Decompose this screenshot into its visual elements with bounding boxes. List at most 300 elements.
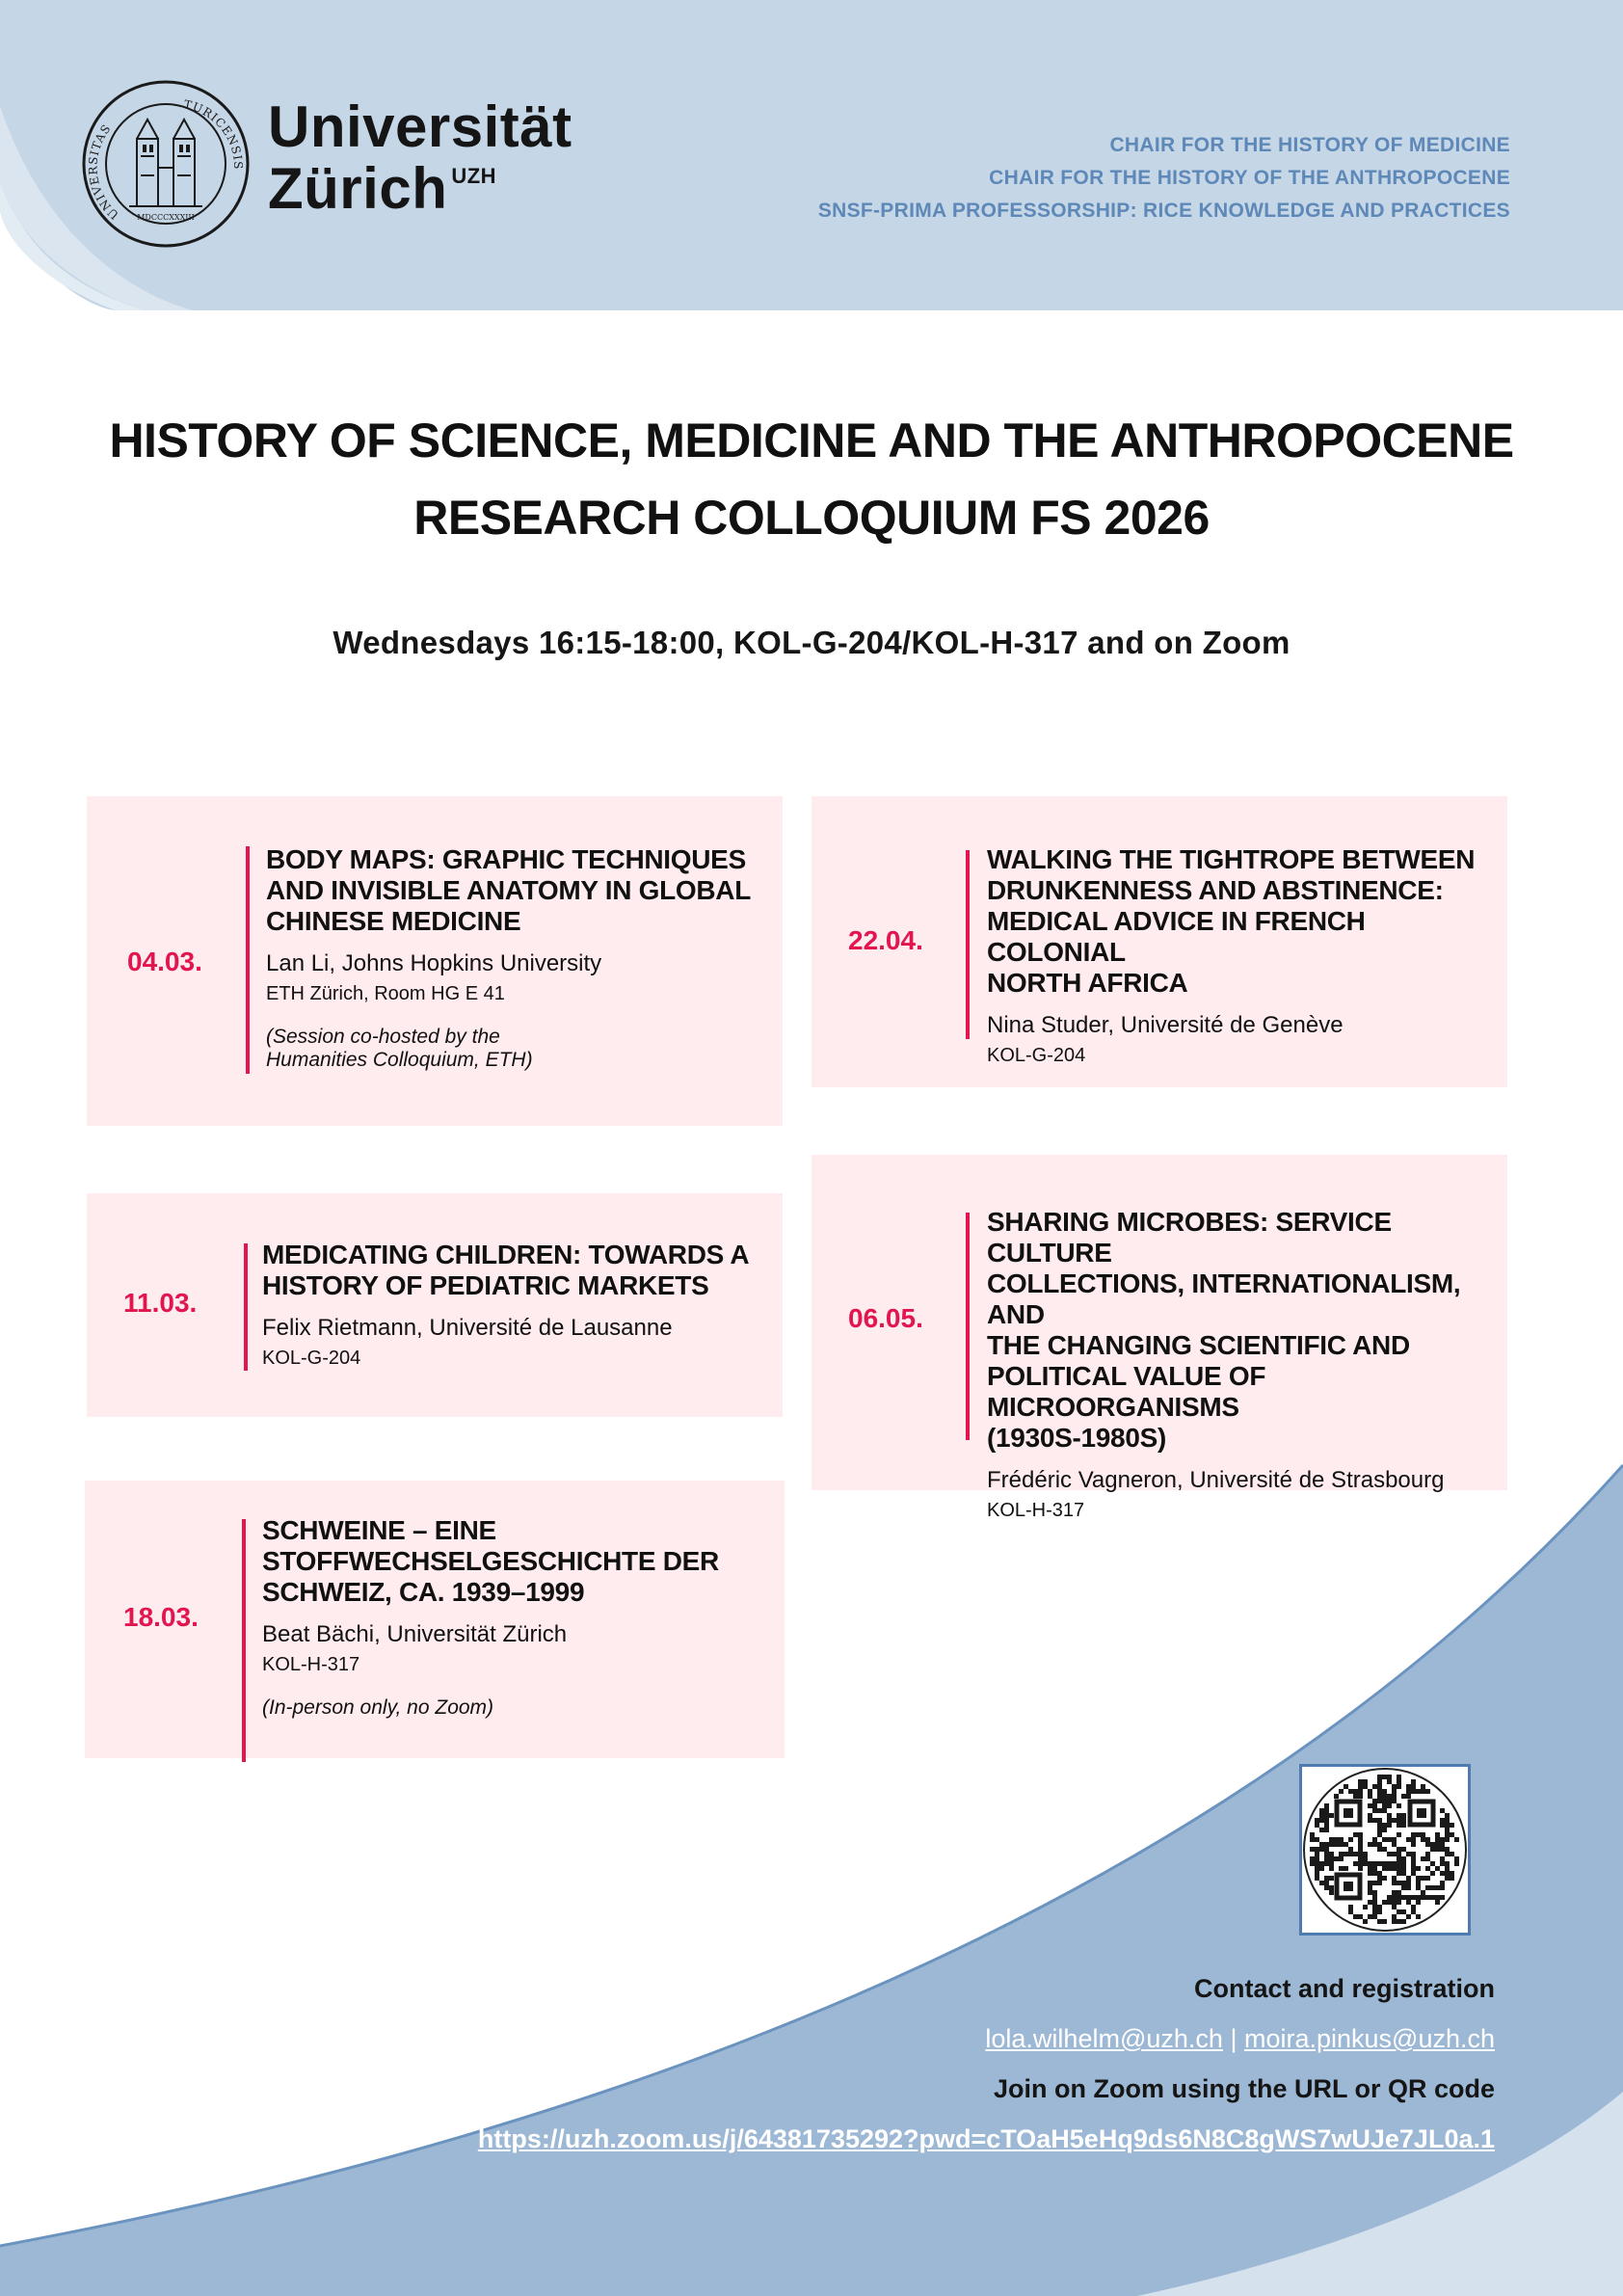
qr-module — [1416, 1900, 1421, 1905]
qr-module — [1329, 1885, 1334, 1890]
qr-module — [1445, 1823, 1450, 1828]
qr-module — [1324, 1823, 1329, 1828]
qr-module — [1411, 1852, 1416, 1856]
qr-module — [1387, 1895, 1392, 1900]
qr-module — [1377, 1775, 1382, 1779]
qr-module — [1397, 1803, 1401, 1808]
qr-module — [1401, 1895, 1406, 1900]
qr-module — [1392, 1784, 1397, 1789]
session-title: BODY MAPS: GRAPHIC TECHNIQUES AND INVISIBLE ANATOMY IN GLOBAL CHINESE MEDICINE — [266, 844, 752, 936]
qr-module — [1377, 1789, 1382, 1794]
qr-module — [1406, 1900, 1411, 1905]
qr-module — [1406, 1852, 1411, 1856]
qr-module — [1387, 1837, 1392, 1842]
qr-module — [1445, 1876, 1450, 1881]
page-title: HISTORY OF SCIENCE, MEDICINE AND THE ANTHROPOCENE — [109, 414, 1514, 467]
qr-module — [1324, 1847, 1329, 1852]
qr-module — [1372, 1842, 1377, 1847]
qr-module — [1377, 1919, 1382, 1924]
qr-module — [1406, 1885, 1411, 1890]
qr-module — [1382, 1919, 1387, 1924]
qr-module — [1416, 1876, 1421, 1881]
qr-module — [1348, 1789, 1353, 1794]
qr-module — [1401, 1866, 1406, 1871]
session-accent-bar — [966, 1213, 970, 1440]
qr-module — [1319, 1808, 1324, 1813]
email-link-moira[interactable]: moira.pinkus@uzh.ch — [1243, 2024, 1495, 2053]
qr-module — [1454, 1861, 1459, 1866]
qr-module — [1382, 1900, 1387, 1905]
qr-module — [1435, 1847, 1440, 1852]
qr-module — [1319, 1866, 1324, 1871]
email-link-lola[interactable]: lola.wilhelm@uzh.ch — [985, 2024, 1223, 2053]
qr-module — [1324, 1808, 1329, 1813]
qr-module — [1358, 1789, 1363, 1794]
session-card — [87, 1193, 783, 1417]
qr-module — [1440, 1895, 1445, 1900]
qr-module — [1440, 1847, 1445, 1852]
qr-module — [1382, 1861, 1387, 1866]
seal-ring-bottom: MDCCCXXXIII — [137, 213, 195, 222]
qr-module — [1397, 1813, 1401, 1818]
qr-module — [1430, 1885, 1435, 1890]
qr-module — [1319, 1881, 1324, 1885]
qr-module — [1344, 1842, 1348, 1847]
qr-module — [1387, 1866, 1392, 1871]
qr-module — [1315, 1876, 1319, 1881]
qr-module — [1401, 1813, 1406, 1818]
qr-module — [1411, 1789, 1416, 1794]
qr-module — [1372, 1784, 1377, 1789]
qr-module — [1454, 1837, 1459, 1842]
qr-module — [1339, 1842, 1344, 1847]
qr-module — [1421, 1876, 1425, 1881]
qr-module — [1397, 1779, 1401, 1784]
qr-module — [1406, 1784, 1411, 1789]
qr-module — [1440, 1881, 1445, 1885]
session-date: 22.04. — [848, 925, 923, 955]
qr-module — [1368, 1818, 1372, 1823]
qr-module — [1421, 1789, 1425, 1794]
qr-module — [1324, 1842, 1329, 1847]
qr-module — [1377, 1832, 1382, 1837]
qr-module — [1329, 1856, 1334, 1861]
qr-module — [1363, 1779, 1368, 1784]
qr-module — [1382, 1866, 1387, 1871]
university-name — [268, 96, 572, 232]
qr-module — [1377, 1828, 1382, 1832]
qr-module — [1440, 1837, 1445, 1842]
seal-ring-left: UNIVERSITAS — [86, 121, 121, 223]
qr-module — [1358, 1832, 1363, 1837]
qr-module — [1315, 1847, 1319, 1852]
qr-module — [1310, 1856, 1315, 1861]
qr-module — [1445, 1813, 1450, 1818]
qr-module — [1334, 1794, 1339, 1799]
qr-module — [1372, 1861, 1377, 1866]
qr-module — [1430, 1842, 1435, 1847]
qr-module — [1450, 1871, 1454, 1876]
qr-module — [1324, 1803, 1329, 1808]
qr-module — [1392, 1905, 1397, 1909]
qr-module — [1329, 1876, 1334, 1881]
qr-module — [1372, 1890, 1377, 1895]
session-date: 06.05. — [848, 1303, 923, 1333]
qr-module — [1358, 1847, 1363, 1852]
qr-module — [1392, 1852, 1397, 1856]
qr-module — [1377, 1799, 1382, 1803]
qr-module — [1324, 1876, 1329, 1881]
qr-module — [1372, 1900, 1377, 1905]
qr-module — [1382, 1876, 1387, 1881]
qr-module — [1319, 1818, 1324, 1823]
qr-module — [1397, 1861, 1401, 1866]
qr-module — [1445, 1871, 1450, 1876]
qr-module — [1372, 1799, 1377, 1803]
qr-module — [1435, 1842, 1440, 1847]
chair-item: CHAIR FOR THE HISTORY OF MEDICINE — [1109, 134, 1510, 156]
qr-module — [1368, 1842, 1372, 1847]
qr-module — [1377, 1784, 1382, 1789]
qr-module — [1401, 1847, 1406, 1852]
qr-module — [1310, 1847, 1315, 1852]
qr-module — [1406, 1876, 1411, 1881]
qr-module — [1397, 1881, 1401, 1885]
qr-module — [1377, 1818, 1382, 1823]
session-speaker: Nina Studer, Université de Genève — [987, 1012, 1344, 1038]
qr-module — [1411, 1861, 1416, 1866]
qr-module — [1377, 1794, 1382, 1799]
qr-module — [1387, 1818, 1392, 1823]
qr-module — [1392, 1799, 1397, 1803]
session-title: WALKING THE TIGHTROPE BETWEEN DRUNKENNESS AND ABSTINENCE: MEDICAL ADVICE IN FRENCH COLONIAL NORTH AFRICA — [987, 844, 1476, 998]
qr-module — [1445, 1818, 1450, 1823]
qr-module — [1416, 1885, 1421, 1890]
qr-module — [1363, 1852, 1368, 1856]
qr-module — [1416, 1866, 1421, 1871]
qr-module — [1411, 1905, 1416, 1909]
qr-module — [1392, 1818, 1397, 1823]
qr-module — [1440, 1861, 1445, 1866]
qr-module — [1372, 1909, 1377, 1914]
qr-module — [1425, 1895, 1430, 1900]
qr-module — [1363, 1905, 1368, 1909]
qr-module — [1358, 1779, 1363, 1784]
qr-module — [1368, 1900, 1372, 1905]
qr-module — [1348, 1847, 1353, 1852]
qr-module — [1372, 1895, 1377, 1900]
qr-module — [1363, 1919, 1368, 1924]
qr-module — [1353, 1832, 1358, 1837]
qr-module — [1392, 1881, 1397, 1885]
qr-module — [1387, 1775, 1392, 1779]
university-name-line2: Zürich $^{UZH}$ — [268, 156, 497, 221]
qr-module — [1358, 1866, 1363, 1871]
svg-text:UNIVERSITAS — [86, 121, 121, 222]
qr-module — [1368, 1803, 1372, 1808]
page-subtitle: RESEARCH COLLOQUIUM FS 2026 — [413, 491, 1210, 545]
qr-module — [1329, 1837, 1334, 1842]
qr-module — [1401, 1823, 1406, 1828]
qr-module — [1358, 1794, 1363, 1799]
qr-module — [1421, 1784, 1425, 1789]
qr-module — [1392, 1861, 1397, 1866]
qr-module — [1382, 1837, 1387, 1842]
qr-module — [1377, 1861, 1382, 1866]
qr-module — [1392, 1837, 1397, 1842]
qr-module — [1406, 1789, 1411, 1794]
qr-module — [1315, 1818, 1319, 1823]
qr-module — [1397, 1919, 1401, 1924]
qr-module — [1416, 1881, 1421, 1885]
qr-module — [1392, 1914, 1397, 1919]
qr-module — [1353, 1852, 1358, 1856]
qr-module — [1329, 1866, 1334, 1871]
qr-module — [1348, 1837, 1353, 1842]
session-date: 11.03. — [123, 1288, 198, 1318]
qr-module — [1397, 1856, 1401, 1861]
qr-module — [1421, 1832, 1425, 1837]
qr-module — [1401, 1919, 1406, 1924]
session-date: 18.03. — [123, 1602, 199, 1632]
qr-module — [1435, 1866, 1440, 1871]
qr-module — [1401, 1885, 1406, 1890]
session-note: (In-person only, no Zoom) — [262, 1696, 494, 1719]
qr-module — [1315, 1871, 1319, 1876]
qr-module — [1445, 1861, 1450, 1866]
qr-module — [1319, 1861, 1324, 1866]
qr-module — [1430, 1861, 1435, 1866]
qr-module — [1406, 1895, 1411, 1900]
qr-module — [1382, 1775, 1387, 1779]
qr-module — [1411, 1837, 1416, 1842]
qr-module — [1401, 1871, 1406, 1876]
qr-module — [1329, 1842, 1334, 1847]
qr-module — [1435, 1895, 1440, 1900]
qr-module — [1411, 1784, 1416, 1789]
qr-module — [1440, 1871, 1445, 1876]
chair-item: SNSF-PRIMA PROFESSORSHIP: RICE KNOWLEDGE AND PRACTICES — [817, 200, 1510, 222]
qr-module — [1353, 1794, 1358, 1799]
qr-module — [1368, 1885, 1372, 1890]
qr-module — [1377, 1881, 1382, 1885]
qr-module — [1445, 1866, 1450, 1871]
qr-module — [1324, 1861, 1329, 1866]
qr-module — [1401, 1909, 1406, 1914]
qr-module — [1425, 1837, 1430, 1842]
session-accent-bar — [244, 1243, 248, 1371]
qr-module — [1435, 1885, 1440, 1890]
qr-module — [1445, 1837, 1450, 1842]
qr-module — [1382, 1808, 1387, 1813]
email-separator: | — [1230, 2024, 1237, 2053]
qr-module — [1319, 1828, 1324, 1832]
qr-module — [1377, 1876, 1382, 1881]
qr-module — [1319, 1842, 1324, 1847]
chair-list — [818, 129, 1510, 227]
qr-module — [1440, 1885, 1445, 1890]
qr-module — [1392, 1919, 1397, 1924]
qr-module — [1372, 1905, 1377, 1909]
qr-module — [1425, 1866, 1430, 1871]
session-title: SHARING MICROBES: SERVICE CULTURE COLLECTIONS, INTERNATIONALISM, AND THE CHANGING SCIENTIFIC AND POLITICAL VALUE OF MICROORGANISMS (1930S-1980S) — [987, 1207, 1461, 1453]
qr-module — [1392, 1866, 1397, 1871]
qr-module — [1363, 1856, 1368, 1861]
qr-module — [1315, 1856, 1319, 1861]
qr-module — [1334, 1842, 1339, 1847]
qr-module — [1319, 1847, 1324, 1852]
qr-module — [1382, 1794, 1387, 1799]
qr-module — [1454, 1856, 1459, 1861]
qr-module — [1344, 1852, 1348, 1856]
qr-module — [1310, 1861, 1315, 1866]
qr-module — [1368, 1866, 1372, 1871]
qr-module — [1387, 1852, 1392, 1856]
qr-module — [1430, 1895, 1435, 1900]
qr-module — [1397, 1823, 1401, 1828]
qr-module — [1401, 1861, 1406, 1866]
qr-module — [1329, 1861, 1334, 1866]
qr-module — [1382, 1823, 1387, 1828]
session-accent-bar — [242, 1519, 246, 1762]
qr-module — [1425, 1789, 1430, 1794]
zoom-heading: Join on Zoom using the URL or QR code — [993, 2074, 1495, 2103]
qr-module — [1339, 1856, 1344, 1861]
seal-ring-right: TURICENSIS — [182, 97, 246, 171]
schedule-info: Wednesdays 16:15-18:00, KOL-G-204/KOL-H-317 and on Zoom — [333, 625, 1290, 660]
session-card — [85, 1481, 785, 1758]
qr-module — [1411, 1832, 1416, 1837]
qr-module — [1397, 1871, 1401, 1876]
qr-module — [1416, 1789, 1421, 1794]
qr-module — [1392, 1876, 1397, 1881]
qr-module — [1310, 1832, 1315, 1837]
qr-module — [1377, 1823, 1382, 1828]
qr-module — [1435, 1900, 1440, 1905]
qr-module — [1358, 1852, 1363, 1856]
university-abbrev: UZH — [451, 164, 497, 188]
session-room: KOL-G-204 — [262, 1348, 361, 1369]
qr-module — [1445, 1847, 1450, 1852]
qr-module — [1425, 1876, 1430, 1881]
qr-module — [1368, 1890, 1372, 1895]
university-seal-icon — [81, 79, 251, 249]
qr-module — [1401, 1856, 1406, 1861]
qr-module — [1319, 1813, 1324, 1818]
qr-module — [1348, 1852, 1353, 1856]
qr-module — [1377, 1842, 1382, 1847]
qr-module — [1387, 1900, 1392, 1905]
qr-module — [1372, 1803, 1377, 1808]
qr-module — [1353, 1914, 1358, 1919]
qr-module — [1440, 1808, 1445, 1813]
qr-module — [1425, 1856, 1430, 1861]
session-title: SCHWEINE – EINE STOFFWECHSELGESCHICHTE DER SCHWEIZ, CA. 1939–1999 — [262, 1515, 719, 1607]
qr-module — [1406, 1837, 1411, 1842]
qr-module — [1425, 1852, 1430, 1856]
qr-module — [1372, 1837, 1377, 1842]
session-room: KOL-G-204 — [987, 1045, 1086, 1066]
qr-module — [1387, 1823, 1392, 1828]
qr-module — [1368, 1861, 1372, 1866]
qr-module — [1421, 1856, 1425, 1861]
qr-module — [1348, 1905, 1353, 1909]
qr-module — [1397, 1909, 1401, 1914]
qr-module — [1368, 1813, 1372, 1818]
qr-module — [1382, 1789, 1387, 1794]
qr-module — [1315, 1823, 1319, 1828]
qr-module — [1358, 1784, 1363, 1789]
session-accent-bar — [246, 846, 250, 1074]
qr-module — [1387, 1813, 1392, 1818]
qr-module — [1397, 1784, 1401, 1789]
session-note: (Session co-hosted by the Humanities Colloquium, ETH) — [266, 1026, 533, 1071]
qr-module — [1372, 1914, 1377, 1919]
qr-module — [1344, 1784, 1348, 1789]
qr-module — [1324, 1813, 1329, 1818]
qr-module — [1450, 1823, 1454, 1828]
session-card — [87, 796, 783, 1126]
qr-module — [1315, 1861, 1319, 1866]
session-speaker: Lan Li, Johns Hopkins University — [266, 950, 602, 976]
qr-module — [1324, 1856, 1329, 1861]
qr-module — [1339, 1837, 1344, 1842]
qr-module — [1450, 1852, 1454, 1856]
session-title: MEDICATING CHILDREN: TOWARDS A HISTORY OF PEDIATRIC MARKETS — [262, 1240, 750, 1300]
qr-module — [1387, 1779, 1392, 1784]
qr-module — [1329, 1813, 1334, 1818]
qr-module — [1372, 1818, 1377, 1823]
qr-module — [1430, 1847, 1435, 1852]
qr-module — [1397, 1900, 1401, 1905]
qr-module — [1411, 1871, 1416, 1876]
qr-module — [1401, 1881, 1406, 1885]
qr-module — [1411, 1909, 1416, 1914]
qr-module — [1353, 1789, 1358, 1794]
qr-code-icon[interactable] — [1299, 1764, 1471, 1936]
qr-module — [1372, 1808, 1377, 1813]
qr-module — [1397, 1852, 1401, 1856]
qr-module — [1382, 1803, 1387, 1808]
qr-module — [1324, 1885, 1329, 1890]
qr-module — [1372, 1866, 1377, 1871]
qr-module — [1392, 1895, 1397, 1900]
qr-module — [1358, 1837, 1363, 1842]
qr-module — [1411, 1856, 1416, 1861]
qr-module — [1368, 1789, 1372, 1794]
qr-module — [1401, 1794, 1406, 1799]
qr-module — [1377, 1847, 1382, 1852]
qr-module — [1377, 1779, 1382, 1784]
qr-module — [1334, 1837, 1339, 1842]
chair-item: CHAIR FOR THE HISTORY OF THE ANTHROPOCENE — [989, 167, 1510, 189]
qr-module — [1387, 1803, 1392, 1808]
session-speaker: Frédéric Vagneron, Université de Strasbourg — [987, 1467, 1445, 1493]
qr-module — [1329, 1890, 1334, 1895]
qr-module — [1382, 1847, 1387, 1852]
qr-module — [1421, 1895, 1425, 1900]
qr-module — [1450, 1876, 1454, 1881]
qr-module — [1387, 1799, 1392, 1803]
qr-module — [1372, 1871, 1377, 1876]
qr-module — [1425, 1842, 1430, 1847]
qr-module — [1339, 1866, 1344, 1871]
qr-module — [1416, 1914, 1421, 1919]
zoom-link[interactable]: https://uzh.zoom.us/j/64381735292?pwd=cTOaH5eHq9ds6N8C8gWS7wUJe7JL0a.1 — [477, 2124, 1495, 2153]
qr-module — [1445, 1828, 1450, 1832]
qr-module — [1450, 1832, 1454, 1837]
university-name-line1: Universität — [268, 94, 572, 159]
